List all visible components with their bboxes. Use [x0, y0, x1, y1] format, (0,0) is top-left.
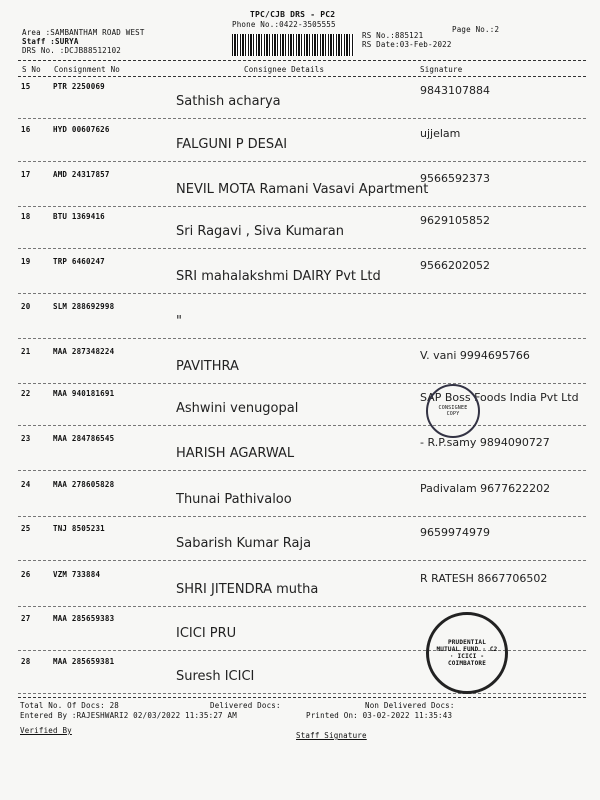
serial-number: 28 [21, 657, 31, 666]
consignee-details: Suresh ICICI [176, 669, 255, 684]
stamp-text: CONSIGNEE COPY [438, 405, 468, 417]
document-title: TPC/CJB DRS - PC2 [250, 10, 336, 19]
drs-number: DRS No. :DCJB88512102 [22, 46, 122, 55]
serial-number: 25 [21, 524, 31, 533]
serial-number: 17 [21, 170, 31, 179]
serial-number: 21 [21, 347, 31, 356]
serial-number: 16 [21, 125, 31, 134]
entered-by: Entered By :RAJESHWARI2 02/03/2022 11:35:27 AM [20, 711, 237, 720]
consignment-number: MAA 940181691 [53, 389, 115, 398]
stamp-text: PRUDENTIAL MUTUAL FUND · C2 · ICICI - COIMBATORE [436, 639, 498, 667]
signature-note: 9843107884 [420, 84, 490, 97]
signature-note: - R.P.samy 9894090727 [420, 436, 550, 449]
signature-note: Padivalam 9677622202 [420, 482, 551, 495]
delivered-docs: Delivered Docs: [210, 701, 281, 710]
consignment-number: MAA 284786545 [53, 434, 115, 443]
divider [18, 697, 586, 698]
staff-label: Staff :SURYA [22, 37, 79, 46]
serial-number: 19 [21, 257, 31, 266]
row-divider [18, 425, 586, 426]
row-divider [18, 470, 586, 471]
consignment-number: SLM 288692998 [53, 302, 115, 311]
consignment-number: MAA 285659383 [53, 614, 115, 623]
area-label: Area :SAMBANTHAM ROAD WEST [22, 28, 145, 37]
non-delivered-docs: Non Delivered Docs: [365, 701, 455, 710]
serial-number: 24 [21, 480, 31, 489]
col-sno: S No [22, 65, 41, 74]
divider [18, 76, 586, 77]
serial-number: 20 [21, 302, 31, 311]
consignee-details: SRI mahalakshmi DAIRY Pvt Ltd [176, 269, 381, 284]
total-docs: Total No. Of Docs: 28 [20, 701, 120, 710]
row-divider [18, 516, 586, 517]
signature-note: SAP Boss Foods India Pvt Ltd [420, 391, 579, 404]
serial-number: 18 [21, 212, 31, 221]
consignment-number: HYD 00607626 [53, 125, 110, 134]
consignee-stamp [426, 384, 480, 438]
signature-note: 9566592373 [420, 172, 490, 185]
consignee-details: " [176, 314, 182, 329]
col-consignee: Consignee Details [244, 65, 325, 74]
signature-note: 9659974979 [420, 526, 490, 539]
printed-on: Printed On: 03-02-2022 11:35:43 [306, 711, 453, 720]
serial-number: 27 [21, 614, 31, 623]
consignee-details: Ashwini venugopal [176, 401, 299, 416]
verified-by: Verified By [20, 726, 72, 735]
consignee-details: Sabarish Kumar Raja [176, 536, 312, 551]
consignee-details: SHRI JITENDRA mutha [176, 582, 319, 597]
consignment-number: MAA 278605828 [53, 480, 115, 489]
page-number: Page No.:2 [452, 25, 500, 34]
row-divider [18, 338, 586, 339]
row-divider [18, 206, 586, 207]
consignee-details: PAVITHRA [176, 359, 239, 374]
signature-note: V. vani 9994695766 [420, 349, 530, 362]
row-divider [18, 248, 586, 249]
consignee-details: HARISH AGARWAL [176, 446, 295, 461]
consignment-number: MAA 285659381 [53, 657, 115, 666]
consignment-number: BTU 1369416 [53, 212, 105, 221]
consignment-number: TRP 6460247 [53, 257, 105, 266]
signature-note: 9566202052 [420, 259, 490, 272]
divider [18, 60, 586, 61]
col-signature: Signature [420, 65, 463, 74]
row-divider [18, 383, 586, 384]
signature-note: 9629105852 [420, 214, 490, 227]
serial-number: 22 [21, 389, 31, 398]
row-divider [18, 560, 586, 561]
row-divider [18, 693, 586, 694]
barcode [232, 34, 354, 56]
prudential-stamp [426, 612, 508, 694]
serial-number: 26 [21, 570, 31, 579]
row-divider [18, 161, 586, 162]
serial-number: 15 [21, 82, 31, 91]
signature-note: R RATESH 8667706502 [420, 572, 548, 585]
phone-number: Phone No.:0422-3505555 [232, 20, 336, 29]
serial-number: 23 [21, 434, 31, 443]
col-consignment: Consignment No [54, 65, 121, 74]
consignee-details: Thunai Pathivaloo [176, 492, 292, 507]
consignee-details: NEVIL MOTA Ramani Vasavi Apartment [176, 182, 429, 197]
rs-number: RS No.:885121 [362, 31, 424, 40]
consignee-details: Sri Ragavi , Siva Kumaran [176, 224, 344, 239]
row-divider [18, 293, 586, 294]
staff-signature: Staff Signature [296, 731, 367, 740]
row-divider [18, 118, 586, 119]
consignee-details: ICICI PRU [176, 626, 237, 641]
signature-note: ujjelam [420, 127, 461, 140]
consignment-number: TNJ 8505231 [53, 524, 105, 533]
consignment-number: AMD 24317857 [53, 170, 110, 179]
consignee-details: Sathish acharya [176, 94, 281, 109]
consignee-details: FALGUNI P DESAI [176, 137, 288, 152]
consignment-number: VZM 733884 [53, 570, 101, 579]
consignment-number: PTR 2250069 [53, 82, 105, 91]
consignment-number: MAA 287348224 [53, 347, 115, 356]
row-divider [18, 606, 586, 607]
rs-date: RS Date:03-Feb-2022 [362, 40, 452, 49]
